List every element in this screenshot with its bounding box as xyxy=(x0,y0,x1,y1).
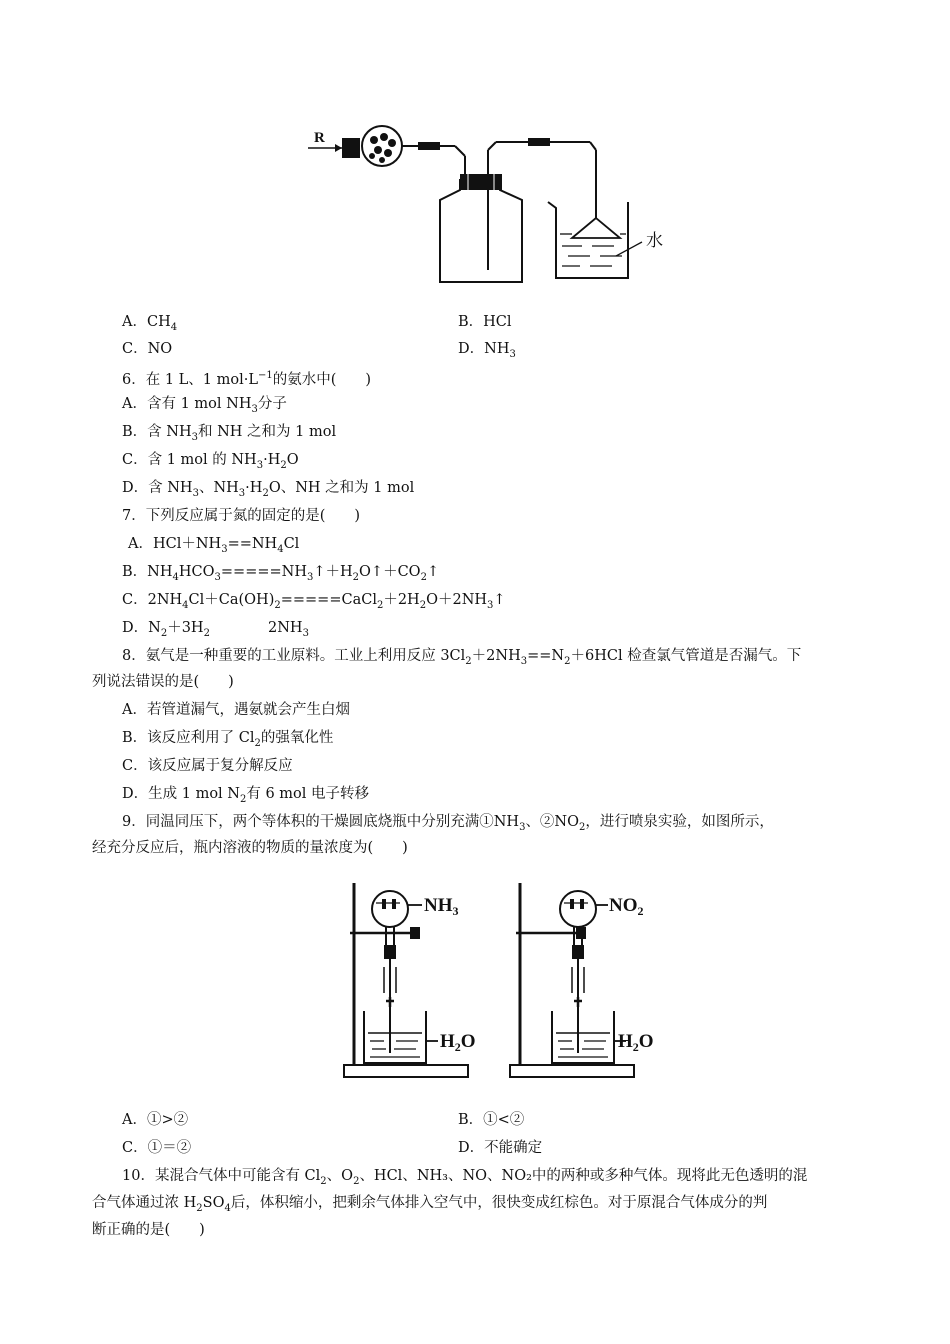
svg-text:H2O: $H_2O$ xyxy=(440,1031,476,1054)
q8-stem-line1: 8．氨气是一种重要的工业原料。工业上利用反应 $3Cl_2+2NH_3==N_2+6HCl$ 检查氯气管道是否漏气。下 xyxy=(122,648,802,667)
q8-option-b: B．该反应利用了 $Cl_2$的强氧化性 xyxy=(122,730,334,749)
q9-option-c: C．①＝② xyxy=(122,1140,192,1156)
q9-stem-line2: 经充分反应后，瓶内溶液的物质的量浓度为( ) xyxy=(92,840,408,856)
q8-option-a: A．若管道漏气，遇氨就会产生白烟 xyxy=(122,702,350,718)
svg-text:NH3 xyxy=(424,895,459,918)
q6-option-d: D．含 $NH_3$、$NH_3\cdot H_2O$、NH 之和为 1 mol xyxy=(122,480,415,499)
svg-text:H2O: $H_2O$ xyxy=(618,1031,654,1054)
label-water: 水 xyxy=(646,231,663,251)
svg-text:NO2 xyxy=(609,895,644,918)
q7-option-c: C．$2NH_4Cl+Ca(OH)_2=====CaCl_2+2H_2O+2NH_3↑$ xyxy=(122,592,506,611)
q9-stem-line1: 9．同温同压下，两个等体积的干燥圆底烧瓶中分别充满$①NH_3$、$②NO_2$，进行喷泉实验，如图所示， xyxy=(122,814,774,833)
label-nh3: NH xyxy=(424,895,453,916)
q7-option-b: B．$NH_4HCO_3=====NH_3↑+H_2O↑+CO_2↑$ xyxy=(122,564,440,583)
q5-option-d: D．$NH_3$ xyxy=(458,341,516,360)
label-no2-sub: 2 xyxy=(637,904,644,918)
q10-stem-line3: 断正确的是( ) xyxy=(92,1222,205,1238)
q10-stem-line2: 合气体通过浓 $H_2SO_4$后，体积缩小，把剩余气体排入空气中，很快变成红棕色。对于原混合气体成分的判 xyxy=(92,1195,768,1214)
label-no2: NO xyxy=(609,895,638,916)
q6-option-c: C．含 1 mol 的 $NH_3\cdot H_2O$ xyxy=(122,452,299,471)
q9-option-d: D．不能确定 xyxy=(458,1140,543,1156)
figure-fountain-experiment xyxy=(330,875,670,1085)
q6-stem: 6．在 1 L、1 $mol\cdot L^{-1}$的氨水中( ) xyxy=(122,370,372,388)
q9-option-b: B．①<② xyxy=(458,1112,525,1128)
q8-stem-line2: 列说法错误的是( ) xyxy=(92,674,234,690)
label-r: R xyxy=(314,130,325,146)
q7-option-a: A．$HCl+NH_3==NH_4Cl$ xyxy=(128,536,300,555)
q5-option-c: C．NO xyxy=(122,341,173,357)
q8-option-d: D．生成 1 mol $N_2$有 6 mol 电子转移 xyxy=(122,786,370,805)
q9-option-a: A．①>② xyxy=(122,1112,189,1128)
q7-option-d-product: $2NH_3$ xyxy=(268,620,309,639)
figure-gas-apparatus xyxy=(300,110,680,290)
label-nh3-sub: 3 xyxy=(452,904,459,918)
q7-option-d: D．$N_2+3H_2$ xyxy=(122,620,210,639)
q10-stem-line1: 10．某混合气体中可能含有 $Cl_2$、$O_2$、HCl、NH₃、NO、NO₂中的两种或多种气体。现将此无色透明的混 xyxy=(122,1168,808,1187)
q8-option-c: C．该反应属于复分解反应 xyxy=(122,758,293,774)
q5-option-b: B．HCl xyxy=(458,314,512,330)
q6-option-b: B．含 $NH_3$和 NH 之和为 1 mol xyxy=(122,424,337,443)
q5-option-a: A．$CH_4$ xyxy=(122,314,178,333)
q7-stem: 7．下列反应属于氮的固定的是( ) xyxy=(122,508,361,524)
q6-option-a: A．含有 1 mol $NH_3$分子 xyxy=(122,396,287,415)
